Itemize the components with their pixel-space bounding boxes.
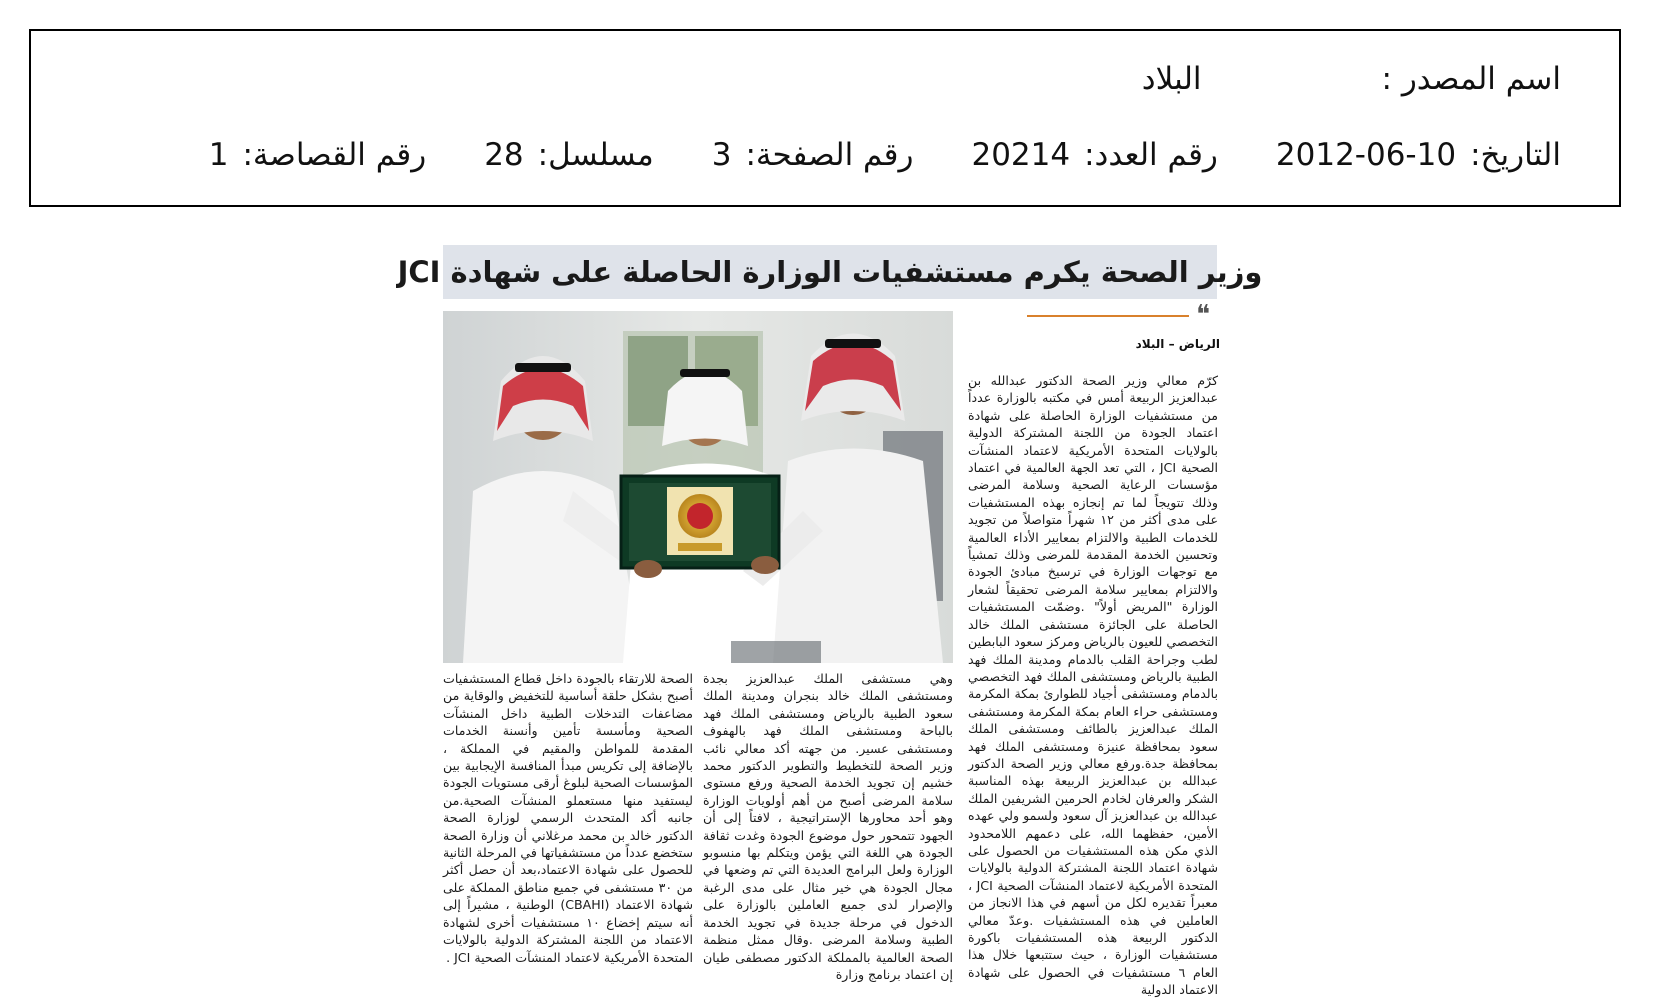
article-photo (443, 311, 953, 663)
meta-row (209, 127, 1561, 183)
date-value: 2012-06-10 (1275, 137, 1457, 173)
page-value: 3 (711, 137, 732, 173)
source-label: اسم المصدر : (1381, 61, 1561, 97)
serial-value: 28 (484, 137, 524, 173)
quote-rule (1027, 315, 1189, 317)
serial-field (484, 137, 654, 173)
clip-label: رقم القصاصة: (242, 137, 427, 173)
clip-value: 1 (208, 137, 229, 173)
source-row (1142, 51, 1561, 107)
source-value: البلاد (1141, 61, 1202, 97)
clip-field (209, 137, 426, 173)
photo-illustration (443, 311, 953, 663)
article-headline: وزير الصحة يكرم مستشفيات الوزارة الحاصلة على شهادة JCI (443, 245, 1217, 299)
issue-value: 20214 (971, 137, 1071, 173)
article-column-3: الصحة للارتقاء بالجودة داخل قطاع المستشفيات أصبح بشكل حلقة أساسية للتخفيض والوقاية من مضاعفات التدخلات الطبية داخل المنشآت الصحية ومأسسة تأمين وأنسنة الخدمات المقدمة للمواطن والمقيم في المملكة ، بالإضافة إلى تكريس مبدأ المنافسة الإيجابية بين المؤسسات الصحية لبلوغ أرقى مستويات الجودة ليستفيد منها مستعملو المنشآت الصحية.من جانبه أكد المتحدث الرسمي لوزارة الصحة الدكتور خالد بن محمد مرغلاني أن وزارة الصحة ستخضع عدداً من مستشفياتها في المرحلة الثانية للحصول على شهادة الاعتماد،بعد أن حصل أكثر من ٣٠ مستشفى في جميع مناطق المملكة على شهادة الاعتماد (CBAHI) الوطنية ، مشيراً إلى أنه سيتم إخضاع ١٠ مستشفيات أخرى لشهادة الاعتماد من اللجنة المشتركة الدولية بالولايات المتحدة الأمريكية لاعتماد المنشآت الصحية JCI . (443, 671, 694, 965)
article-dateline: الرياض – البلاد (1135, 337, 1220, 351)
date-label: التاريخ: (1470, 137, 1561, 173)
page-label: رقم الصفحة: (745, 137, 914, 173)
issue-label: رقم العدد: (1084, 137, 1218, 173)
award-plaque (621, 476, 779, 568)
article-column-1: كرّم معالي وزير الصحة الدكتور عبدالله بن عبدالعزيز الربيعة أمس في مكتبه بالوزارة عدداً من مستشفيات الوزارة الحاصلة على شهادة اعتماد الجودة من اللجنة المشتركة الدولية بالولايات المتحدة الأمريكية لاعتماد المنشآت الصحية JCI ، التي تعد الجهة العالمية في اعتماد مؤسسات الرعاية الصحية وسلامة المرضى وذلك تتويجاً لما تم إنجازه بهذه المستشفيات على مدى أكثر من ١٢ شهراً متواصلاً من تجويد للخدمات الطبية والالتزام بمعايير الأداء العالمية وتحسين الخدمة المقدمة للمرضى وذلك تمشياً مع توجهات الوزارة في ترسيخ مبادئ الجودة والالتزام بمعايير سلامة المرضى تحقيقاً لشعار الوزارة "المريض أولاً" .وضمّت المستشفيات الحاصلة على الجائزة مستشفى الملك خالد التخصصي للعيون بالرياض ومركز سعود البابطين لطب وجراحة القلب بالدمام ومدينة الملك فهد الطبية بالرياض ومستشفى الملك فهد التخصصي بالدمام ومستشفى أجياد للطوارئ بمكة المكرمة ومستشفى حراء العام بمكة المكرمة ومستشفى الملك عبدالعزيز بالطائف ومستشفى الملك سعود بمحافظة عنيزة ومستشفى الملك فهد بمحافظة جدة.ورفع معالي وزير الصحة الدكتور عبدالله بن عبدالعزيز الربيعة بهذه المناسبة الشكر والعرفان لخادم الحرمين الشريفين الملك عبدالله بن عبدالعزيز آل سعود ولسمو ولي عهده الأمين، حفظهما الله، على دعمهم اللامحدود الذي مكن هذه المستشفيات من الحصول على شهادة اعتماد اللجنة المشتركة الدولية بالولايات المتحدة الأمريكية لاعتماد المنشآت الصحية JCI ، معبراً تقديره لكل من أسهم في هذا الانجاز من العاملين في هذه المستشفيات .وعدّ معالي الدكتور الربيعة هذه المستشفيات باكورة مستشفيات الوزارة ، حيث ستتبعها خلال هذا العام ٦ مستشفيات في الحصول على شهادة الاعتماد الدولية (968, 373, 1218, 998)
serial-label: مسلسل: (537, 137, 654, 173)
article-column-2: وهي مستشفى الملك عبدالعزيز بجدة ومستشفى الملك خالد بنجران ومدينة الملك سعود الطبية بالرياض ومستشفى الملك فهد بالباحة ومستشفى الملك فهد بالهفوف ومستشفى عسير. من جهته أكد معالي نائب وزير الصحة للتخطيط والتطوير الدكتور محمد خشيم إن تجويد الخدمة الصحية ورفع مستوى سلامة المرضى أصبح من أهم أولويات الوزارة وهو أحد محاورها الإستراتيجية ، لافتاً إلى أن الجهود تتمحور حول موضوع الجودة وغدت ثقافة الجودة هي اللغة التي يؤمن ويتكلم بها منسوبو الوزارة ولعل البرامج العديدة التي تم وضعها في مجال الجودة هي خير مثال على مدى الرغبة والإصرار لدى جميع العاملين بالوزارة على الدخول في مرحلة جديدة في تجويد الخدمة الطبية وسلامة المرضى .وقال ممثل منظمة الصحة العالمية بالمملكة الدكتور مصطفى طيان إن اعتماد برنامج وزارة (703, 671, 953, 982)
quote-mark-icon: ❝ (1196, 300, 1210, 330)
source-info-box (29, 29, 1621, 207)
date-field (1276, 137, 1561, 173)
issue-field (971, 137, 1217, 173)
page-field (712, 137, 914, 173)
right-person-thobe (773, 449, 943, 664)
